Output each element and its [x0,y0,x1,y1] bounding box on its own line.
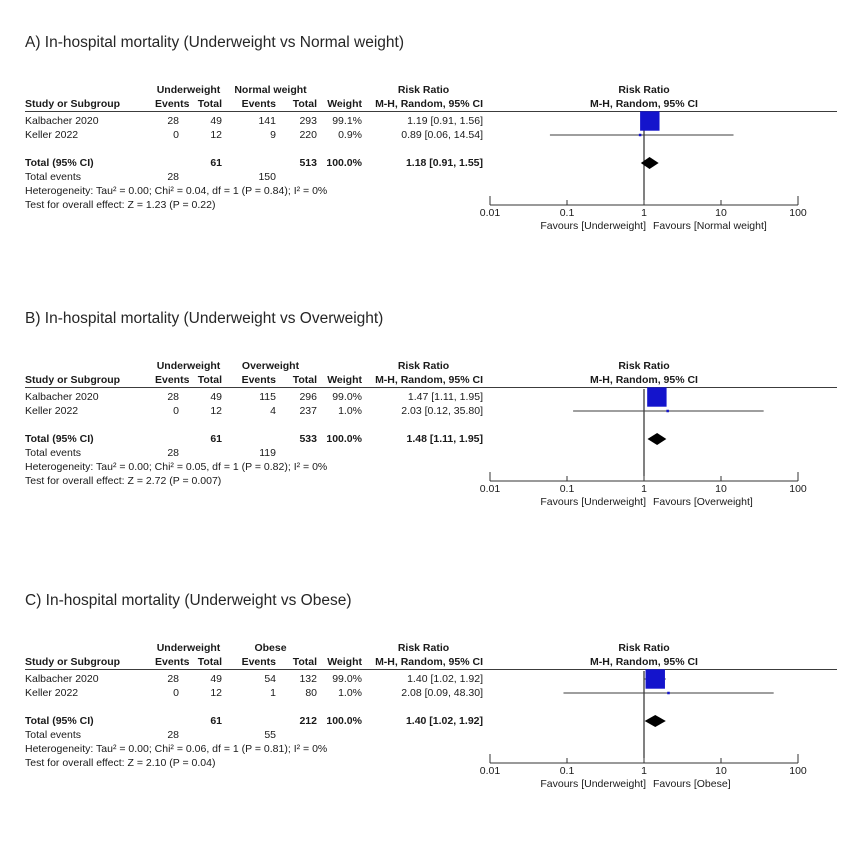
study-events1: 28 [167,673,179,685]
study-total1: 49 [210,115,222,127]
forest-panel [25,34,837,235]
x-axis-tick-label: 10 [715,483,727,495]
heterogeneity-text: Heterogeneity: Tau² = 0.00; Chi² = 0.06, df = 1 (P = 0.81); I² = 0% [25,743,328,755]
summary-diamond [645,715,666,727]
forest-plot [480,641,842,793]
study-column-header: Study or Subgroup [25,374,121,386]
heterogeneity-row [25,742,485,756]
total1-header: Total [197,374,222,386]
overall-test-row [25,474,485,488]
total-events1: 28 [167,447,179,459]
forest-figure [25,83,837,235]
method-header: M-H, Random, 95% CI [375,656,483,668]
study-weight-square [667,692,670,695]
study-weight-square [640,111,659,130]
total-total1: 61 [210,715,222,727]
total1-header: Total [197,98,222,110]
method-header: M-H, Random, 95% CI [375,374,483,386]
study-name: Kalbacher 2020 [25,391,99,403]
study-weight: 99.1% [332,115,362,127]
x-axis-tick-label: 1 [641,207,647,219]
study-total1: 49 [210,391,222,403]
forest-plot [480,359,842,511]
total-events-row [25,728,485,742]
total-weight: 100.0% [326,157,362,169]
total-label: Total (95% CI) [25,715,94,727]
study-events2: 9 [270,129,276,141]
study-column-header: Study or Subgroup [25,98,121,110]
study-row [25,128,485,142]
study-name: Keller 2022 [25,405,79,417]
total-events2: 119 [259,447,276,459]
summary-diamond [647,433,666,445]
effect-measure-label: Risk Ratio [397,642,450,654]
spacer [155,714,181,728]
total-total1: 61 [210,433,222,445]
total-total2: 212 [299,715,317,727]
group1-label: Underweight [156,84,221,96]
study-events2: 1 [270,687,276,699]
x-axis-tick-label: 0.1 [559,207,575,219]
x-axis-tick-label: 10 [715,207,727,219]
effect-measure-label: Risk Ratio [397,84,450,96]
study-events2: 115 [259,391,276,403]
total-events-label: Total events [25,171,82,183]
table-group-header-row [25,359,485,373]
favours-right-label: Favours [Overweight] [653,496,753,508]
total-events2: 150 [258,171,276,183]
total-row [25,432,485,446]
study-name: Kalbacher 2020 [25,115,99,127]
heterogeneity-row [25,184,485,198]
events1-header: Events [155,374,190,386]
weight-header: Weight [327,98,362,110]
total-events-row [25,446,485,460]
study-total2: 220 [299,129,317,141]
table-column-header-row [25,97,485,111]
study-name: Kalbacher 2020 [25,673,99,685]
total-row [25,156,485,170]
forest-panel [25,592,837,793]
total-events1: 28 [167,171,179,183]
study-events2: 141 [258,115,276,127]
x-axis-tick-label: 0.01 [480,483,501,495]
study-risk-ratio: 1.47 [1.11, 1.95] [407,391,483,403]
heterogeneity-row [25,460,485,474]
study-weight-square [639,134,642,137]
forest-table [25,359,485,488]
table-group-header-row [25,641,485,655]
study-total2: 293 [299,115,317,127]
forest-panel [25,310,837,511]
total-risk-ratio: 1.18 [0.91, 1.55] [405,157,483,169]
events1-header: Events [155,656,190,668]
overall-test-row [25,756,485,770]
events2-header: Events [241,656,276,668]
overall-test-text: Test for overall effect: Z = 2.10 (P = 0.04) [25,757,216,769]
study-events2: 54 [264,673,276,685]
total-total1: 61 [210,157,222,169]
group1-label: Underweight [156,360,221,372]
events2-header: Events [241,374,276,386]
spacer [25,359,155,373]
total-events2: 55 [264,729,276,741]
total-events-row [25,170,485,184]
plot-effect-label: Risk Ratio [618,360,670,372]
x-axis-tick-label: 100 [789,483,807,495]
total-weight: 100.0% [326,433,362,445]
study-weight: 0.9% [338,129,362,141]
study-risk-ratio: 1.19 [0.91, 1.56] [407,115,483,127]
study-row [25,404,485,418]
study-events1: 0 [173,687,179,699]
total-events-label: Total events [25,729,82,741]
x-axis-tick-label: 10 [715,765,727,777]
total-weight: 100.0% [326,715,362,727]
events1-header: Events [155,98,190,110]
study-total2: 80 [305,687,317,699]
study-events1: 28 [167,115,179,127]
study-weight: 1.0% [338,405,362,417]
spacer [224,156,278,170]
spacer [155,156,181,170]
study-weight: 1.0% [338,687,362,699]
forest-table [25,83,485,212]
table-column-header-row [25,373,485,387]
study-row [25,672,485,686]
total-risk-ratio: 1.40 [1.02, 1.92] [405,715,483,727]
study-risk-ratio: 1.40 [1.02, 1.92] [407,673,483,685]
study-row [25,686,485,700]
x-axis-tick-label: 0.1 [559,483,575,495]
spacer [224,432,278,446]
plot-method-label: M-H, Random, 95% CI [590,98,698,110]
group2-label: Obese [254,642,287,654]
spacer [224,714,278,728]
x-axis-tick-label: 0.01 [480,207,501,219]
x-axis-tick-label: 1 [641,483,647,495]
study-row [25,390,485,404]
study-total1: 12 [210,129,222,141]
plot-effect-label: Risk Ratio [618,84,670,96]
overall-test-text: Test for overall effect: Z = 2.72 (P = 0.007) [25,475,222,487]
group1-label: Underweight [156,642,221,654]
favours-right-label: Favours [Obese] [653,778,731,790]
favours-left-label: Favours [Underweight] [540,220,646,232]
blank-row [25,142,485,156]
x-axis-tick-label: 100 [789,207,807,219]
x-axis-tick-label: 1 [641,765,647,777]
x-axis-tick-label: 0.01 [480,765,501,777]
plot-effect-label: Risk Ratio [618,642,670,654]
study-weight-square [646,669,665,688]
table-group-header-row [25,83,485,97]
forest-plot [480,83,842,235]
study-risk-ratio: 2.03 [0.12, 35.80] [401,405,483,417]
total1-header: Total [197,656,222,668]
study-events1: 0 [173,405,179,417]
favours-left-label: Favours [Underweight] [540,496,646,508]
study-weight-square [647,387,666,406]
forest-table [25,641,485,770]
total-label: Total (95% CI) [25,433,94,445]
study-weight: 99.0% [332,391,362,403]
study-total1: 12 [210,687,222,699]
spacer [25,83,155,97]
total2-header: Total [292,374,317,386]
x-axis-tick-label: 100 [789,765,807,777]
panel-title: A) In-hospital mortality (Underweight vs Normal weight) [25,34,405,51]
effect-measure-label: Risk Ratio [397,360,450,372]
plot-method-label: M-H, Random, 95% CI [590,374,698,386]
total-events1: 28 [167,729,179,741]
panel-title: C) In-hospital mortality (Underweight vs Obese) [25,592,352,609]
study-total2: 237 [299,405,317,417]
blank-row [25,418,485,432]
spacer [25,641,155,655]
study-weight-square [666,410,669,413]
study-row [25,114,485,128]
study-events2: 4 [270,405,276,417]
heterogeneity-text: Heterogeneity: Tau² = 0.00; Chi² = 0.05, df = 1 (P = 0.82); I² = 0% [25,461,328,473]
x-axis-tick-label: 0.1 [559,765,575,777]
study-events1: 0 [173,129,179,141]
total2-header: Total [292,656,317,668]
method-header: M-H, Random, 95% CI [375,98,483,110]
study-events1: 28 [167,391,179,403]
heterogeneity-text: Heterogeneity: Tau² = 0.00; Chi² = 0.04, df = 1 (P = 0.84); I² = 0% [25,185,328,197]
forest-figure [25,359,837,511]
favours-right-label: Favours [Normal weight] [653,220,767,232]
study-name: Keller 2022 [25,129,79,141]
plot-method-label: M-H, Random, 95% CI [590,656,698,668]
overall-test-text: Test for overall effect: Z = 1.23 (P = 0.22) [25,199,216,211]
weight-header: Weight [327,374,362,386]
group2-label: Overweight [241,360,300,372]
study-name: Keller 2022 [25,687,79,699]
total-events-label: Total events [25,447,82,459]
total-row [25,714,485,728]
weight-header: Weight [327,656,362,668]
forest-figure [25,641,837,793]
study-risk-ratio: 0.89 [0.06, 14.54] [401,129,483,141]
study-total2: 296 [299,391,317,403]
events2-header: Events [241,98,276,110]
study-weight: 99.0% [332,673,362,685]
total-total2: 533 [299,433,317,445]
study-total1: 49 [210,673,222,685]
overall-test-row [25,198,485,212]
table-column-header-row [25,655,485,669]
total-risk-ratio: 1.48 [1.11, 1.95] [406,433,483,445]
spacer [155,432,181,446]
total-label: Total (95% CI) [25,157,94,169]
total2-header: Total [292,98,317,110]
study-total2: 132 [299,673,317,685]
favours-left-label: Favours [Underweight] [540,778,646,790]
blank-row [25,700,485,714]
study-risk-ratio: 2.08 [0.09, 48.30] [401,687,483,699]
panel-title: B) In-hospital mortality (Underweight vs Overweight) [25,310,384,327]
total-total2: 513 [299,157,317,169]
study-total1: 12 [210,405,222,417]
study-column-header: Study or Subgroup [25,656,121,668]
group2-label: Normal weight [234,84,307,96]
